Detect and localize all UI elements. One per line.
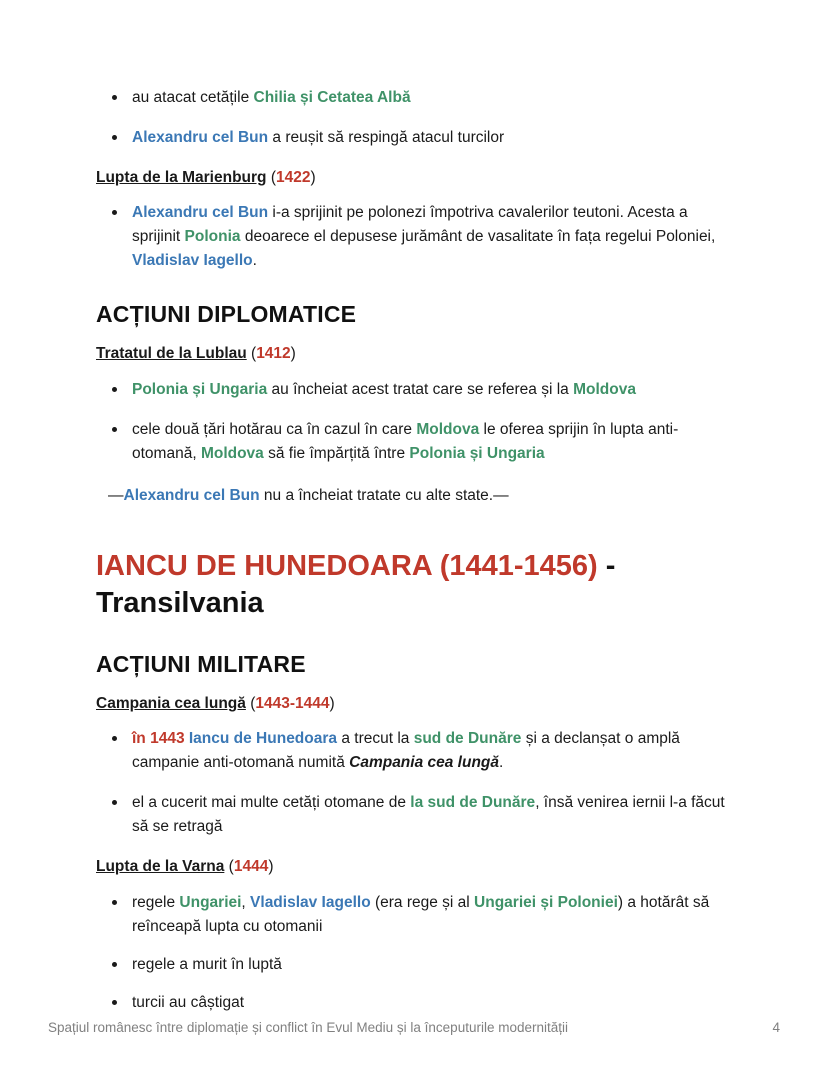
heading-label: Tratatul de la Lublau [96,345,247,363]
text-run: regele a murit în luptă [132,955,282,973]
text-run: , însă venirea iernii l-a făcut să se retragă [132,794,725,836]
text-run: și a declanșat o amplă campanie anti-otomană numită [132,730,680,772]
heading-label: Lupta de la Varna [96,858,225,876]
heading-campania-cea-lunga: Campania cea lungă (1443-1444) [96,695,335,713]
list-top-bullets [96,86,732,150]
text-run: au atacat cetățile [132,89,254,106]
text-run: sud de Dunăre [413,730,522,748]
text-run: cele două țări hotărau ca în cazul în care [132,420,417,438]
text-run: au încheiat acest tratat care se referea și la [267,380,574,398]
page-footer [0,1020,828,1035]
list-item [96,418,732,466]
footer-text: Spațiul românesc între diplomație și conflict în Evul Mediu și la începuturile modernității [48,1020,568,1035]
heading-tratatul-lublau: Tratatul de la Lublau (1412) [96,345,296,363]
text-run: Chilia și Cetatea Albă [253,89,411,106]
list-campania [96,727,732,839]
list-item [96,891,732,939]
text-run: Moldova [416,420,480,438]
text-run: Iancu de Hunedoara [188,730,338,748]
text-run: Moldova [200,444,264,462]
footer-page-number: 4 [772,1020,780,1035]
text-run: Polonia și Ungaria [409,444,545,462]
heading-label: Lupta de la Marienburg [96,169,267,187]
text-run: Vladislav Iagello [132,252,253,270]
text-run: i-a sprijinit pe polonezi împotriva cavalerilor teutoni. Acesta a sprijinit [132,204,688,246]
text-run: Ungariei [179,893,242,911]
heading-location: Transilvania [96,587,264,620]
text-run: . [499,754,504,772]
heading-iancu-de-hunedoara [96,548,732,623]
heading-year: 1443-1444 [255,695,330,713]
heading-lupta-varna: Lupta de la Varna (1444) [96,858,274,876]
text-run: Campania cea lungă [349,754,500,772]
text-run: le oferea sprijin în lupta anti-otomană, [132,420,679,462]
text-run: , [241,893,251,911]
heading-dash: - [597,549,616,582]
note-text: nu a încheiat tratate cu alte state. [259,486,494,504]
text-run: Moldova [573,380,636,398]
text-run: deoarece el depusese jurământ de vasalitate în fața regelui Poloniei, [240,228,716,246]
list-item [96,727,732,775]
heading-lupta-marienburg: Lupta de la Marienburg (1422) [96,169,316,187]
list-item [96,791,732,839]
list-varna [96,891,732,1015]
text-run: în 1443 [132,730,189,748]
note-name: Alexandru cel Bun [123,486,260,504]
heading-year: 1444 [233,858,269,876]
heading-actiuni-diplomatice: ACȚIUNI DIPLOMATICE [96,301,357,328]
list-item [96,201,732,273]
text-run: la sud de Dunăre [410,794,536,812]
heading-year: 1422 [275,169,311,187]
text-run: Alexandru cel Bun [132,204,269,222]
list-marienburg [96,201,732,273]
text-run: a reușit să respingă atacul turcilor [268,129,505,147]
text-run: a trecut la [337,730,414,748]
note-prefix: — [108,486,124,504]
text-run: turcii au câștigat [132,993,244,1011]
list-item [96,378,732,402]
text-run: (era rege și al [370,893,475,911]
text-run: Alexandru cel Bun [132,129,269,147]
heading-main: IANCU DE HUNEDOARA (1441-1456) [96,549,598,582]
list-item [96,953,732,977]
list-item [96,991,732,1015]
text-run: el a cucerit mai multe cetăți otomane de [132,794,411,812]
text-run: regele [132,893,180,911]
note-alexandru-cel-bun [108,484,732,508]
text-run: ) a hotărât să reînceapă lupta cu otomanii [132,893,710,935]
text-run: Polonia și Ungaria [132,380,268,398]
list-diplomatic [96,378,732,466]
note-suffix: — [493,486,509,504]
text-run: Vladislav Iagello [250,893,371,911]
text-run: . [252,252,257,270]
text-run: să fie împărțită între [263,444,410,462]
heading-actiuni-militare: ACȚIUNI MILITARE [96,651,306,678]
list-item [96,86,732,110]
text-run: Polonia [184,228,241,246]
heading-label: Campania cea lungă [96,695,246,713]
list-item [96,126,732,150]
text-run: Ungariei și Poloniei [474,893,618,911]
heading-year: 1412 [256,345,291,363]
